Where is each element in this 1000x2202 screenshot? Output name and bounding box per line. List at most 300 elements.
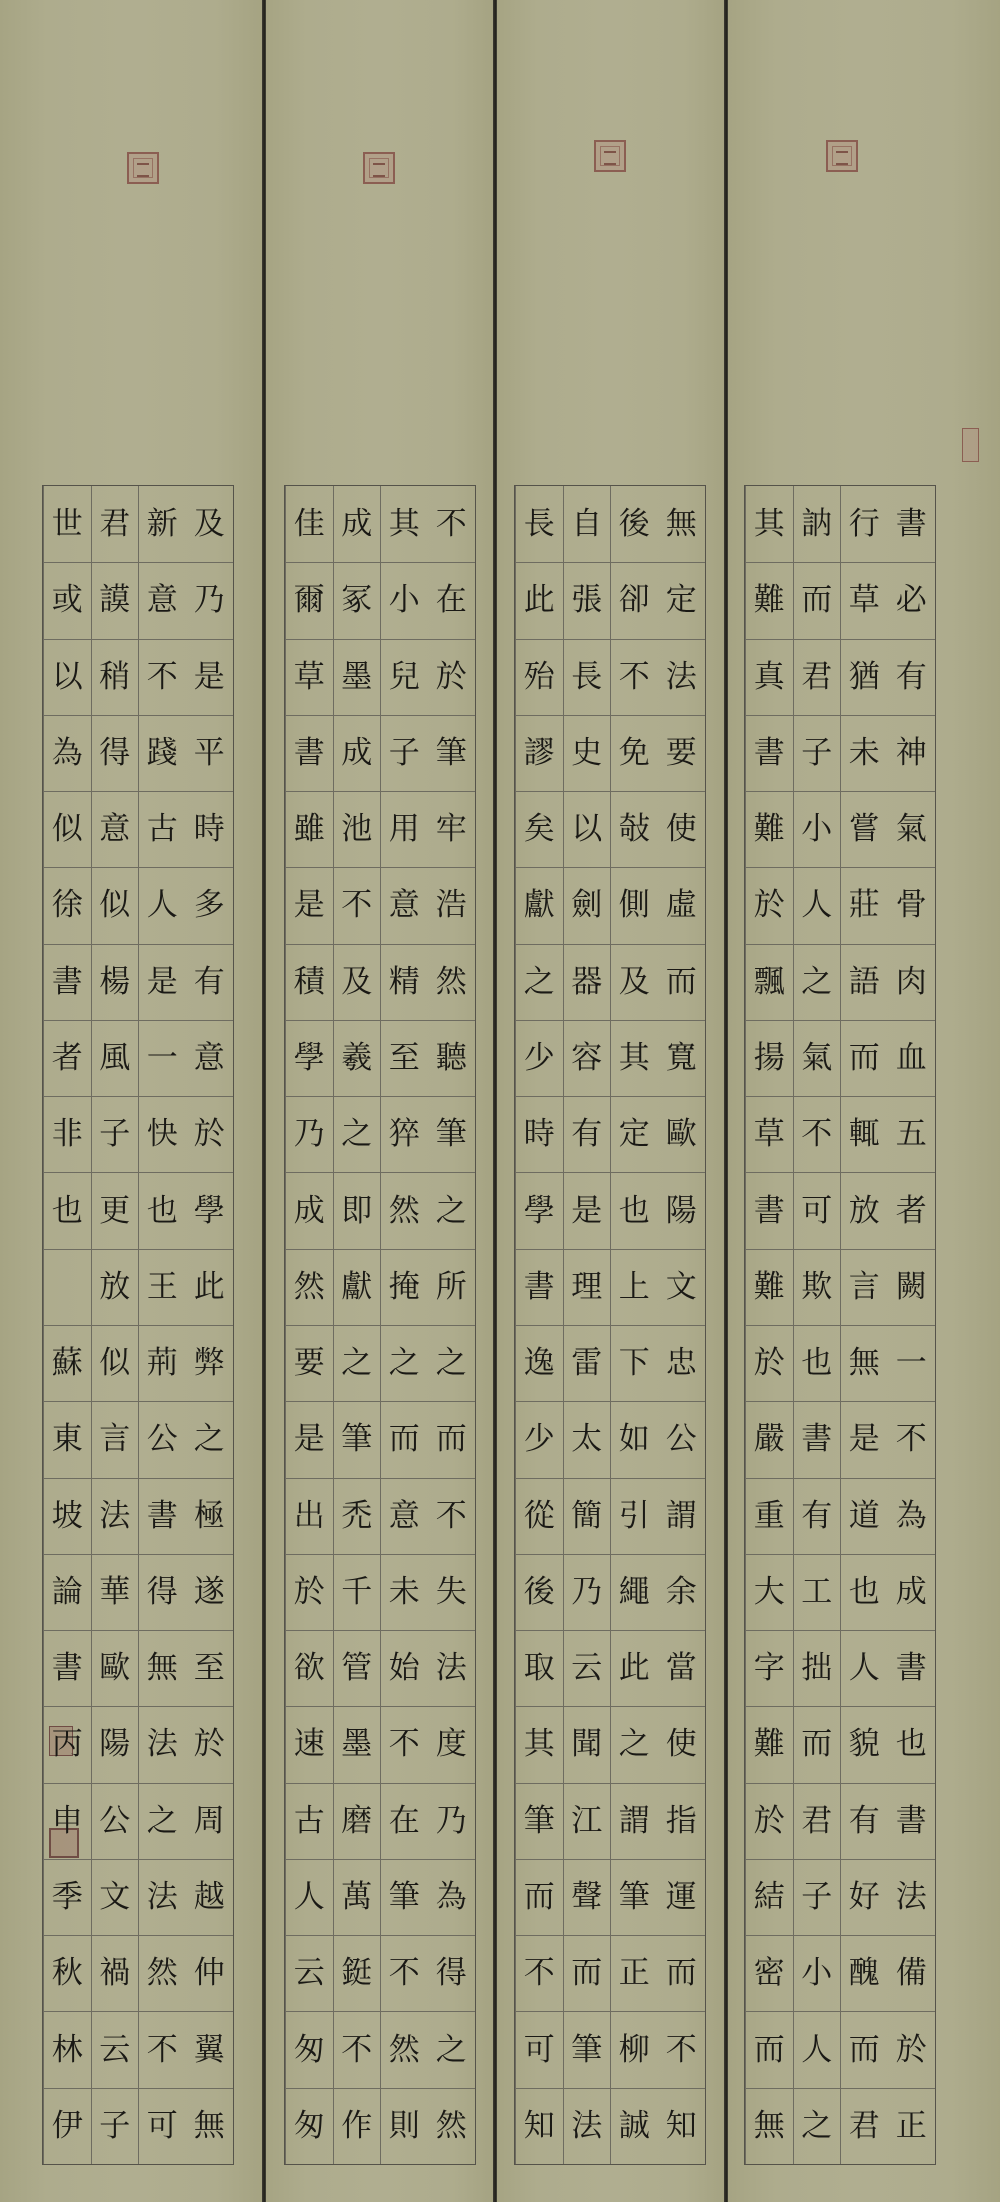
character-cell: 君	[793, 639, 841, 715]
character-cell: 不	[380, 1706, 428, 1782]
character-cell: 自	[563, 486, 611, 562]
character-cell: 踐	[138, 715, 186, 791]
character-cell: 君	[91, 486, 139, 562]
character-cell: 得	[138, 1554, 186, 1630]
character-cell: 人	[793, 867, 841, 943]
character-cell: 仲	[186, 1935, 234, 2011]
character-cell: 骨	[888, 867, 936, 943]
character-cell: 之	[793, 2088, 841, 2164]
character-cell	[43, 1249, 91, 1325]
character-cell: 言	[91, 1401, 139, 1477]
character-cell: 掩	[380, 1249, 428, 1325]
character-cell: 知	[515, 2088, 563, 2164]
character-cell: 謂	[658, 1478, 706, 1554]
character-cell: 正	[888, 2088, 936, 2164]
character-cell: 意	[186, 1020, 234, 1096]
character-cell: 工	[793, 1554, 841, 1630]
character-cell: 訥	[793, 486, 841, 562]
character-cell: 免	[610, 715, 658, 791]
character-cell: 論	[43, 1554, 91, 1630]
character-cell: 理	[563, 1249, 611, 1325]
character-cell: 余	[658, 1554, 706, 1630]
character-cell: 法	[563, 2088, 611, 2164]
character-cell: 肉	[888, 944, 936, 1020]
character-cell: 而	[745, 2011, 793, 2087]
character-cell: 雖	[285, 791, 333, 867]
character-cell: 而	[428, 1401, 476, 1477]
character-cell: 之	[428, 1325, 476, 1401]
character-cell: 君	[840, 2088, 888, 2164]
character-cell: 為	[888, 1478, 936, 1554]
character-cell: 書	[793, 1401, 841, 1477]
character-cell: 而	[793, 1706, 841, 1782]
character-cell: 五	[888, 1096, 936, 1172]
character-cell: 有	[793, 1478, 841, 1554]
character-cell: 之	[428, 2011, 476, 2087]
character-cell: 容	[563, 1020, 611, 1096]
seal-stamp-icon	[594, 140, 626, 172]
character-cell: 之	[138, 1783, 186, 1859]
character-cell: 度	[428, 1706, 476, 1782]
character-cell: 是	[563, 1172, 611, 1248]
character-cell: 聽	[428, 1020, 476, 1096]
character-cell: 遂	[186, 1554, 234, 1630]
character-cell: 非	[43, 1096, 91, 1172]
text-grid-1	[42, 485, 234, 2165]
character-cell: 於	[745, 1325, 793, 1401]
character-cell: 成	[333, 486, 381, 562]
character-cell: 子	[793, 715, 841, 791]
character-cell: 無	[745, 2088, 793, 2164]
text-grid-2	[284, 485, 476, 2165]
character-cell: 之	[186, 1401, 234, 1477]
character-cell: 草	[285, 639, 333, 715]
character-cell: 伊	[43, 2088, 91, 2164]
character-cell: 多	[186, 867, 234, 943]
character-cell: 然	[380, 1172, 428, 1248]
character-cell: 無	[186, 2088, 234, 2164]
character-cell: 上	[610, 1249, 658, 1325]
character-cell: 莊	[840, 867, 888, 943]
character-cell: 不	[428, 1478, 476, 1554]
character-cell: 東	[43, 1401, 91, 1477]
character-cell: 可	[515, 2011, 563, 2087]
character-cell: 成	[888, 1554, 936, 1630]
character-cell: 筆	[563, 2011, 611, 2087]
character-cell: 可	[793, 1172, 841, 1248]
character-cell: 無	[665, 505, 697, 542]
character-cell: 如	[610, 1401, 658, 1477]
character-cell: 書	[285, 715, 333, 791]
character-cell: 運	[658, 1859, 706, 1935]
character-cell: 聲	[563, 1859, 611, 1935]
character-cell: 之	[793, 944, 841, 1020]
character-cell: 而	[840, 1020, 888, 1096]
character-cell: 書	[745, 1172, 793, 1248]
character-cell: 弊	[186, 1325, 234, 1401]
character-cell: 語	[840, 944, 888, 1020]
character-cell: 從	[515, 1478, 563, 1554]
character-cell: 古	[138, 791, 186, 867]
character-cell: 成	[333, 715, 381, 791]
character-cell: 得	[428, 1935, 476, 2011]
character-cell: 殆	[515, 639, 563, 715]
character-cell: 重	[745, 1478, 793, 1554]
character-cell: 飄	[745, 944, 793, 1020]
character-cell: 卻	[610, 562, 658, 638]
character-cell: 其	[515, 1706, 563, 1782]
character-cell: 至	[186, 1630, 234, 1706]
character-cell: 書	[43, 944, 91, 1020]
character-cell: 草	[840, 562, 888, 638]
character-cell: 忠	[658, 1325, 706, 1401]
character-cell: 以	[43, 639, 91, 715]
character-cell: 越	[186, 1859, 234, 1935]
character-cell: 法	[138, 1859, 186, 1935]
character-cell: 謨	[91, 562, 139, 638]
character-cell: 聞	[563, 1706, 611, 1782]
character-cell: 意	[380, 1478, 428, 1554]
character-cell: 後	[610, 486, 658, 562]
character-cell: 而	[563, 1935, 611, 2011]
character-cell: 法	[428, 1630, 476, 1706]
character-cell: 筆	[428, 1096, 476, 1172]
character-cell: 無	[840, 1325, 888, 1401]
character-cell: 指	[658, 1783, 706, 1859]
character-cell: 嚴	[745, 1401, 793, 1477]
character-cell: 是	[285, 1401, 333, 1477]
character-cell: 使	[658, 791, 706, 867]
character-cell: 不	[333, 2011, 381, 2087]
character-cell: 子	[793, 1859, 841, 1935]
character-cell: 似	[91, 1325, 139, 1401]
character-cell: 不	[138, 639, 186, 715]
character-cell: 墨	[333, 1706, 381, 1782]
character-cell: 史	[563, 715, 611, 791]
character-cell: 乃	[285, 1096, 333, 1172]
seal-stamp-icon	[363, 152, 395, 184]
character-cell: 及	[610, 944, 658, 1020]
character-cell: 子	[91, 1096, 139, 1172]
character-cell: 結	[745, 1859, 793, 1935]
character-cell: 及	[333, 944, 381, 1020]
character-cell: 放	[840, 1172, 888, 1248]
character-cell: 成	[285, 1172, 333, 1248]
character-cell: 書	[138, 1478, 186, 1554]
character-cell: 之	[515, 944, 563, 1020]
character-cell: 人	[138, 867, 186, 943]
character-cell: 書	[888, 1630, 936, 1706]
character-cell: 云	[563, 1630, 611, 1706]
character-cell: 難	[745, 1249, 793, 1325]
character-cell: 積	[285, 944, 333, 1020]
character-cell: 也	[793, 1325, 841, 1401]
character-cell: 而	[515, 1859, 563, 1935]
character-cell: 文	[658, 1249, 706, 1325]
character-cell: 然	[380, 2011, 428, 2087]
character-cell: 云	[285, 1935, 333, 2011]
character-cell: 寬	[658, 1020, 706, 1096]
character-cell: 虛	[658, 867, 706, 943]
character-cell: 以	[563, 791, 611, 867]
character-cell: 放	[91, 1249, 139, 1325]
character-cell: 為	[43, 715, 91, 791]
character-cell: 雷	[563, 1325, 611, 1401]
character-cell: 氣	[888, 791, 936, 867]
character-cell: 浩	[428, 867, 476, 943]
character-cell: 誠	[610, 2088, 658, 2164]
character-cell: 法	[658, 639, 706, 715]
character-cell: 小	[793, 1935, 841, 2011]
character-cell: 歐	[658, 1096, 706, 1172]
character-cell: 禍	[91, 1935, 139, 2011]
character-cell: 精	[380, 944, 428, 1020]
character-cell: 小	[793, 791, 841, 867]
character-cell: 申	[43, 1783, 91, 1859]
seal-stamp-icon	[826, 140, 858, 172]
character-cell: 法	[138, 1706, 186, 1782]
character-cell: 要	[285, 1325, 333, 1401]
character-cell: 備	[888, 1935, 936, 2011]
character-cell: 至	[380, 1020, 428, 1096]
character-cell: 然	[428, 2088, 476, 2164]
scroll-edge-3	[724, 0, 728, 2202]
character-cell: 獻	[333, 1249, 381, 1325]
character-cell: 不	[610, 639, 658, 715]
character-cell: 柳	[610, 2011, 658, 2087]
character-cell: 學	[515, 1172, 563, 1248]
character-cell: 氣	[793, 1020, 841, 1096]
character-cell: 小	[380, 562, 428, 638]
character-cell: 為	[428, 1859, 476, 1935]
scroll-edge-2	[493, 0, 497, 2202]
character-cell: 少	[515, 1020, 563, 1096]
character-cell: 有	[563, 1096, 611, 1172]
character-cell: 謂	[610, 1783, 658, 1859]
character-cell: 不	[793, 1096, 841, 1172]
character-cell: 荊	[138, 1325, 186, 1401]
character-cell: 華	[91, 1554, 139, 1630]
character-cell: 也	[610, 1172, 658, 1248]
scroll-edge-1	[262, 0, 266, 2202]
text-grid-4	[744, 485, 936, 2165]
character-cell: 王	[138, 1249, 186, 1325]
character-cell: 書	[745, 715, 793, 791]
character-cell: 草	[745, 1096, 793, 1172]
character-cell: 猝	[380, 1096, 428, 1172]
character-cell: 在	[380, 1783, 428, 1859]
character-cell: 側	[610, 867, 658, 943]
character-cell: 林	[43, 2011, 91, 2087]
character-cell: 陽	[91, 1706, 139, 1782]
character-cell: 而	[658, 1935, 706, 2011]
character-cell: 快	[138, 1096, 186, 1172]
character-cell: 定	[658, 562, 706, 638]
character-cell: 風	[91, 1020, 139, 1096]
character-cell: 筆	[333, 1401, 381, 1477]
text-grid-3	[514, 485, 706, 2165]
character-cell: 蘇	[43, 1325, 91, 1401]
character-cell: 人	[793, 2011, 841, 2087]
character-cell: 乃	[563, 1554, 611, 1630]
character-cell: 意	[138, 562, 186, 638]
character-cell: 時	[515, 1096, 563, 1172]
character-cell: 長	[563, 639, 611, 715]
character-cell: 劍	[563, 867, 611, 943]
character-cell: 行	[840, 486, 888, 562]
character-cell: 似	[43, 791, 91, 867]
character-cell: 而	[793, 562, 841, 638]
character-cell: 正	[610, 1935, 658, 2011]
character-cell: 筆	[380, 1859, 428, 1935]
character-cell: 輒	[840, 1096, 888, 1172]
character-cell: 始	[380, 1630, 428, 1706]
character-cell: 者	[43, 1020, 91, 1096]
character-cell: 法	[888, 1859, 936, 1935]
character-cell: 子	[91, 2088, 139, 2164]
character-cell: 速	[285, 1706, 333, 1782]
character-cell: 下	[610, 1325, 658, 1401]
character-cell: 可	[138, 2088, 186, 2164]
character-cell: 獻	[515, 867, 563, 943]
character-cell: 而	[658, 944, 706, 1020]
character-cell: 是	[186, 639, 234, 715]
character-cell: 之	[428, 1172, 476, 1248]
character-cell: 於	[186, 1096, 234, 1172]
character-cell: 太	[563, 1401, 611, 1477]
character-cell: 之	[610, 1706, 658, 1782]
character-cell: 也	[43, 1172, 91, 1248]
character-cell: 子	[380, 715, 428, 791]
character-cell: 之	[333, 1325, 381, 1401]
character-cell: 於	[745, 867, 793, 943]
character-cell: 於	[285, 1554, 333, 1630]
character-cell: 公	[91, 1783, 139, 1859]
character-cell: 引	[610, 1478, 658, 1554]
character-cell: 此	[610, 1630, 658, 1706]
seal-stamp-icon	[127, 152, 159, 184]
character-cell: 未	[840, 715, 888, 791]
character-cell: 書	[895, 505, 927, 542]
character-cell: 法	[91, 1478, 139, 1554]
character-cell: 乃	[428, 1783, 476, 1859]
character-cell: 不	[333, 867, 381, 943]
character-cell: 得	[91, 715, 139, 791]
character-cell: 之	[333, 1096, 381, 1172]
character-cell: 人	[285, 1859, 333, 1935]
character-cell: 是	[138, 944, 186, 1020]
character-cell: 更	[91, 1172, 139, 1248]
character-cell: 磨	[333, 1783, 381, 1859]
character-cell: 其	[610, 1020, 658, 1096]
character-cell: 欺	[793, 1249, 841, 1325]
character-cell: 徐	[43, 867, 91, 943]
character-cell: 千	[333, 1554, 381, 1630]
character-cell: 一	[888, 1325, 936, 1401]
character-cell: 出	[285, 1478, 333, 1554]
character-cell: 也	[138, 1172, 186, 1248]
character-cell: 失	[428, 1554, 476, 1630]
character-cell: 而	[380, 1401, 428, 1477]
character-cell: 闕	[888, 1249, 936, 1325]
character-cell: 筆	[428, 715, 476, 791]
character-cell: 一	[138, 1020, 186, 1096]
character-cell: 之	[380, 1325, 428, 1401]
character-cell: 張	[563, 562, 611, 638]
character-cell: 也	[840, 1554, 888, 1630]
character-cell: 禿	[333, 1478, 381, 1554]
character-cell: 欲	[285, 1630, 333, 1706]
character-cell: 然	[138, 1935, 186, 2011]
character-cell: 歐	[91, 1630, 139, 1706]
character-cell: 人	[840, 1630, 888, 1706]
character-cell: 時	[186, 791, 234, 867]
character-cell: 鋌	[333, 1935, 381, 2011]
character-cell: 不	[435, 505, 467, 542]
character-cell: 學	[285, 1020, 333, 1096]
character-cell: 池	[333, 791, 381, 867]
character-cell: 拙	[793, 1630, 841, 1706]
character-cell: 有	[888, 639, 936, 715]
character-cell: 道	[840, 1478, 888, 1554]
character-cell: 文	[91, 1859, 139, 1935]
character-cell: 意	[380, 867, 428, 943]
character-cell: 少	[515, 1401, 563, 1477]
character-cell: 牢	[428, 791, 476, 867]
character-cell: 周	[186, 1783, 234, 1859]
character-cell: 學	[186, 1172, 234, 1248]
character-cell: 丙	[43, 1706, 91, 1782]
character-cell: 難	[745, 791, 793, 867]
character-cell: 冢	[333, 562, 381, 638]
character-cell: 必	[888, 562, 936, 638]
character-cell: 季	[43, 1859, 91, 1935]
character-cell: 真	[745, 639, 793, 715]
character-cell: 取	[515, 1630, 563, 1706]
seal-stamp-vertical-icon	[962, 428, 979, 462]
character-cell: 坡	[43, 1478, 91, 1554]
character-cell: 者	[888, 1172, 936, 1248]
character-cell: 云	[91, 2011, 139, 2087]
character-cell: 血	[888, 1020, 936, 1096]
character-cell: 意	[91, 791, 139, 867]
character-cell: 筆	[515, 1783, 563, 1859]
character-cell: 而	[840, 2011, 888, 2087]
character-cell: 羲	[333, 1020, 381, 1096]
character-cell: 用	[380, 791, 428, 867]
character-cell: 其	[380, 486, 428, 562]
character-cell: 無	[138, 1630, 186, 1706]
character-cell: 新	[138, 486, 186, 562]
character-cell: 不	[380, 1935, 428, 2011]
character-cell: 君	[793, 1783, 841, 1859]
character-cell: 則	[380, 2088, 428, 2164]
character-cell: 於	[186, 1706, 234, 1782]
character-cell: 萬	[333, 1859, 381, 1935]
character-cell: 書	[43, 1630, 91, 1706]
character-cell: 及	[193, 505, 225, 542]
character-cell: 於	[888, 2011, 936, 2087]
character-cell: 有	[840, 1783, 888, 1859]
character-cell: 即	[333, 1172, 381, 1248]
character-cell: 此	[186, 1249, 234, 1325]
character-cell: 翼	[186, 2011, 234, 2087]
character-cell: 當	[658, 1630, 706, 1706]
character-cell: 好	[840, 1859, 888, 1935]
character-cell: 是	[285, 867, 333, 943]
character-cell: 逸	[515, 1325, 563, 1401]
character-cell: 謬	[515, 715, 563, 791]
